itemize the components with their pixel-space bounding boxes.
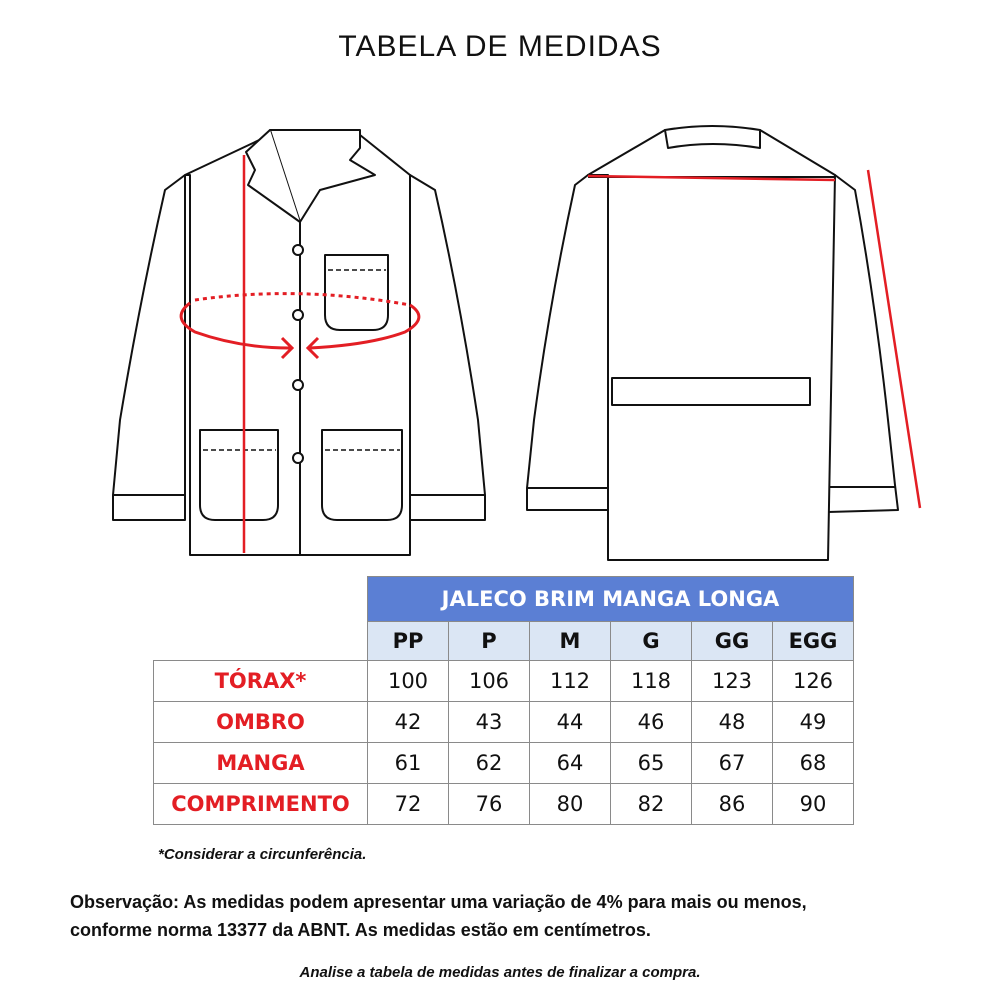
table-cell: 106 [449, 661, 530, 702]
table-title: JALECO BRIM MANGA LONGA [368, 577, 854, 622]
sizes-header-row [154, 622, 854, 661]
table-cell: 72 [368, 784, 449, 825]
table-cell: 46 [611, 702, 692, 743]
table-cell: 112 [530, 661, 611, 702]
row-label: COMPRIMENTO [154, 784, 368, 825]
table-cell: 76 [449, 784, 530, 825]
observation-line-1: Observação: As medidas podem apresentar uma variação de 4% para mais ou menos, [70, 892, 807, 912]
size-p: P [449, 622, 530, 661]
table-cell: 100 [368, 661, 449, 702]
table-cell: 86 [692, 784, 773, 825]
footer-note: Analise a tabela de medidas antes de finalizar a compra. [299, 964, 701, 981]
table-cell: 62 [449, 743, 530, 784]
circumference-note: *Considerar a circunferência. [158, 846, 367, 863]
table-row-ombro [154, 702, 854, 743]
row-label: OMBRO [154, 702, 368, 743]
table-cell: 49 [773, 702, 854, 743]
jacket-back-illustration [527, 126, 898, 560]
table-cell: 44 [530, 702, 611, 743]
table-cell: 80 [530, 784, 611, 825]
observation-text [70, 888, 950, 944]
table-cell: 65 [611, 743, 692, 784]
table-cell: 67 [692, 743, 773, 784]
row-label: TÓRAX* [154, 661, 368, 702]
size-pp: PP [368, 622, 449, 661]
table-row-torax [154, 661, 854, 702]
row-label: MANGA [154, 743, 368, 784]
table-cell: 82 [611, 784, 692, 825]
table-row-manga [154, 743, 854, 784]
table-cell: 42 [368, 702, 449, 743]
table-row-comprimento [154, 784, 854, 825]
page-title: TABELA DE MEDIDAS [338, 30, 662, 63]
table-cell: 68 [773, 743, 854, 784]
jacket-front-illustration [113, 130, 485, 555]
table-cell: 43 [449, 702, 530, 743]
table-cell: 64 [530, 743, 611, 784]
size-m: M [530, 622, 611, 661]
table-cell: 61 [368, 743, 449, 784]
size-g: G [611, 622, 692, 661]
table-cell: 90 [773, 784, 854, 825]
size-egg: EGG [773, 622, 854, 661]
table-cell: 123 [692, 661, 773, 702]
observation-line-2: conforme norma 13377 da ABNT. As medidas estão em centímetros. [70, 920, 651, 940]
size-gg: GG [692, 622, 773, 661]
size-table [153, 576, 854, 825]
table-cell: 126 [773, 661, 854, 702]
table-cell: 48 [692, 702, 773, 743]
table-cell: 118 [611, 661, 692, 702]
